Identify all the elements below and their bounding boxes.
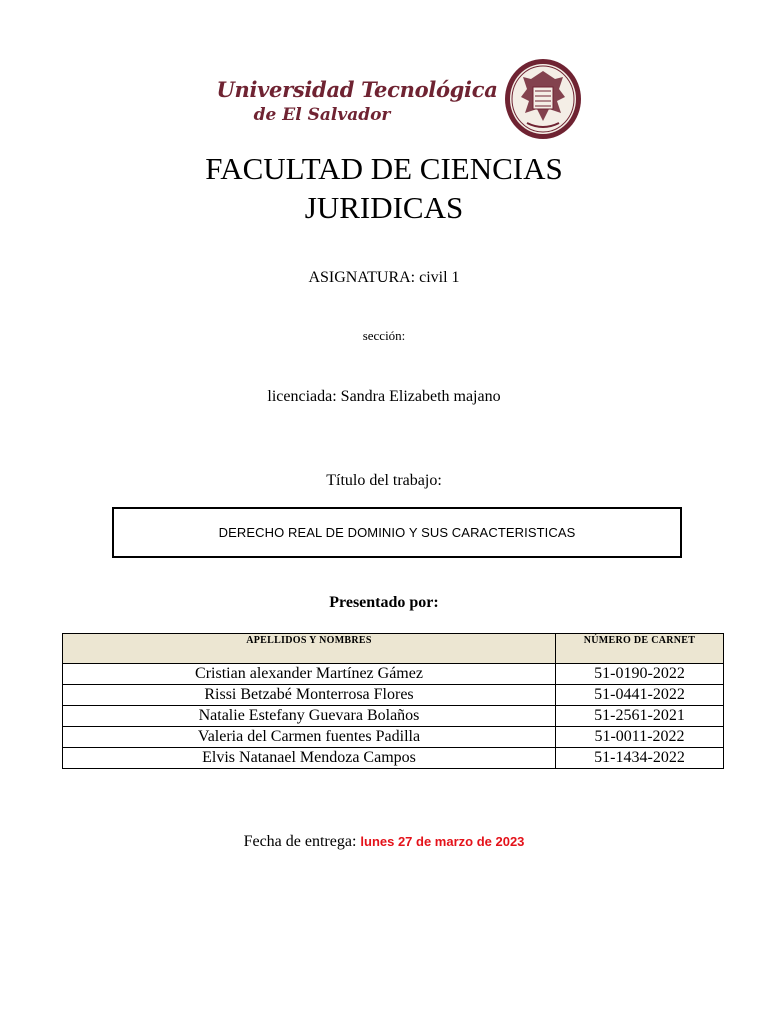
presented-by-label: Presentado por: bbox=[329, 594, 439, 611]
students-table bbox=[62, 633, 724, 769]
student-name: Natalie Estefany Guevara Bolaños bbox=[63, 706, 556, 727]
student-carnet: 51-0190-2022 bbox=[556, 664, 724, 685]
student-carnet: 51-1434-2022 bbox=[556, 748, 724, 769]
student-carnet: 51-0441-2022 bbox=[556, 685, 724, 706]
student-carnet: 51-2561-2021 bbox=[556, 706, 724, 727]
work-title-value: DERECHO REAL DE DOMINIO Y SUS CARACTERISTICAS bbox=[218, 525, 576, 540]
section-label: sección: bbox=[362, 328, 406, 343]
delivery-date-value: lunes 27 de marzo de 2023 bbox=[360, 834, 525, 849]
subject-label: ASIGNATURA: civil 1 bbox=[308, 269, 460, 286]
work-title-box bbox=[112, 507, 682, 558]
table-row bbox=[63, 664, 724, 685]
faculty-title-line1: FACULTAD DE CIENCIAS bbox=[205, 151, 563, 186]
professor-label: licenciada: Sandra Elizabeth majano bbox=[267, 388, 501, 405]
student-name: Valeria del Carmen fuentes Padilla bbox=[63, 727, 556, 748]
work-title-label: Título del trabajo: bbox=[326, 472, 442, 489]
delivery-date-label: Fecha de entrega: bbox=[243, 833, 357, 850]
table-row bbox=[63, 748, 724, 769]
delivery-date-line bbox=[0, 833, 768, 851]
student-name: Cristian alexander Martínez Gámez bbox=[63, 664, 556, 685]
column-header-names: APELLIDOS Y NOMBRES bbox=[63, 634, 556, 664]
column-header-carnet: NÚMERO DE CARNET bbox=[556, 634, 724, 664]
table-row bbox=[63, 706, 724, 727]
table-row bbox=[63, 685, 724, 706]
student-carnet: 51-0011-2022 bbox=[556, 727, 724, 748]
university-name-line1: Universidad Tecnológica bbox=[216, 77, 498, 102]
university-name-line2: de El Salvador bbox=[253, 105, 391, 125]
student-name: Elvis Natanael Mendoza Campos bbox=[63, 748, 556, 769]
student-name: Rissi Betzabé Monterrosa Flores bbox=[63, 685, 556, 706]
university-seal-icon bbox=[503, 57, 583, 141]
table-header-row bbox=[63, 634, 724, 664]
university-logo-text bbox=[212, 76, 502, 126]
table-row bbox=[63, 727, 724, 748]
faculty-title-line2: JURIDICAS bbox=[304, 190, 464, 225]
